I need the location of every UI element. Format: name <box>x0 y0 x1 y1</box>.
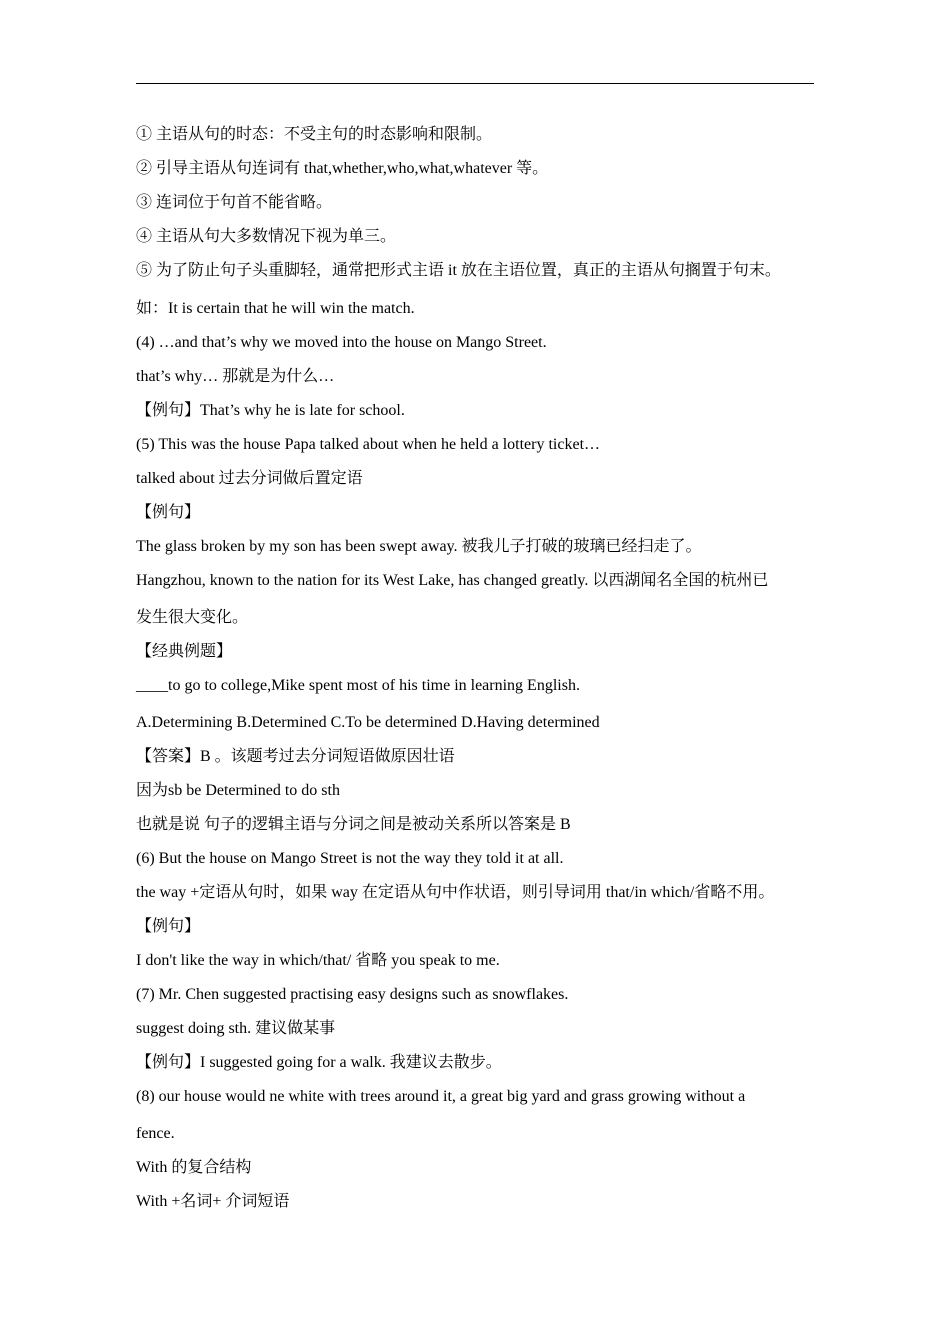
text-line: (5) This was the house Papa talked about when he held a lottery ticket… <box>136 436 601 453</box>
text-line: (4) …and that’s why we moved into the house on Mango Street. <box>136 334 547 351</box>
document-body <box>136 118 826 1219</box>
text-line: fence. <box>136 1125 175 1142</box>
text-line: With 的复合结构 <box>136 1159 252 1176</box>
text-line: ③ 连词位于句首不能省略。 <box>136 194 333 211</box>
text-line: The glass broken by my son has been swept away. 被我儿子打破的玻璃已经扫走了。 <box>136 538 702 555</box>
header-rule <box>136 83 814 84</box>
text-line: 也就是说 句子的逻辑主语与分词之间是被动关系所以答案是 B <box>136 816 571 833</box>
text-line: 【例句】 <box>136 918 201 935</box>
text-line: A.Determining B.Determined C.To be determined D.Having determined <box>136 714 600 731</box>
text-line: ② 引导主语从句连词有 that,whether,who,what,whatever 等。 <box>136 160 549 177</box>
text-line: 【经典例题】 <box>136 643 233 660</box>
text-line: With +名词+ 介词短语 <box>136 1193 290 1210</box>
text-line: 【例句】 <box>136 504 201 521</box>
text-line: 发生很大变化。 <box>136 609 249 626</box>
text-line: 【例句】I suggested going for a walk. 我建议去散步。 <box>136 1054 502 1071</box>
text-line: 【答案】B 。该题考过去分词短语做原因壮语 <box>136 748 455 765</box>
text-line: 【例句】That’s why he is late for school. <box>136 402 405 419</box>
text-line: talked about 过去分词做后置定语 <box>136 470 363 487</box>
text-line: ____to go to college,Mike spent most of his time in learning English. <box>136 677 580 694</box>
text-line: that’s why… 那就是为什么… <box>136 368 335 385</box>
text-line: Hangzhou, known to the nation for its West Lake, has changed greatly. 以西湖闻名全国的杭州已 <box>136 572 769 589</box>
text-line: (7) Mr. Chen suggested practising easy designs such as snowflakes. <box>136 986 569 1003</box>
text-line: (8) our house would ne white with trees around it, a great big yard and grass growing without a <box>136 1088 746 1105</box>
text-line: I don't like the way in which/that/ 省略 you speak to me. <box>136 952 500 969</box>
text-line: ⑤ 为了防止句子头重脚轻，通常把形式主语 it 放在主语位置，真正的主语从句搁置于句末。 <box>136 262 781 279</box>
text-line: (6) But the house on Mango Street is not the way they told it at all. <box>136 850 564 867</box>
text-line: ① 主语从句的时态：不受主句的时态影响和限制。 <box>136 126 493 143</box>
text-line: 如：It is certain that he will win the match. <box>136 300 415 317</box>
text-line: suggest doing sth. 建议做某事 <box>136 1020 336 1037</box>
text-line: the way +定语从句时，如果 way 在定语从句中作状语，则引导词用 that/in which/省略不用。 <box>136 884 775 901</box>
text-line: 因为sb be Determined to do sth <box>136 782 340 799</box>
text-line: ④ 主语从句大多数情况下视为单三。 <box>136 228 397 245</box>
